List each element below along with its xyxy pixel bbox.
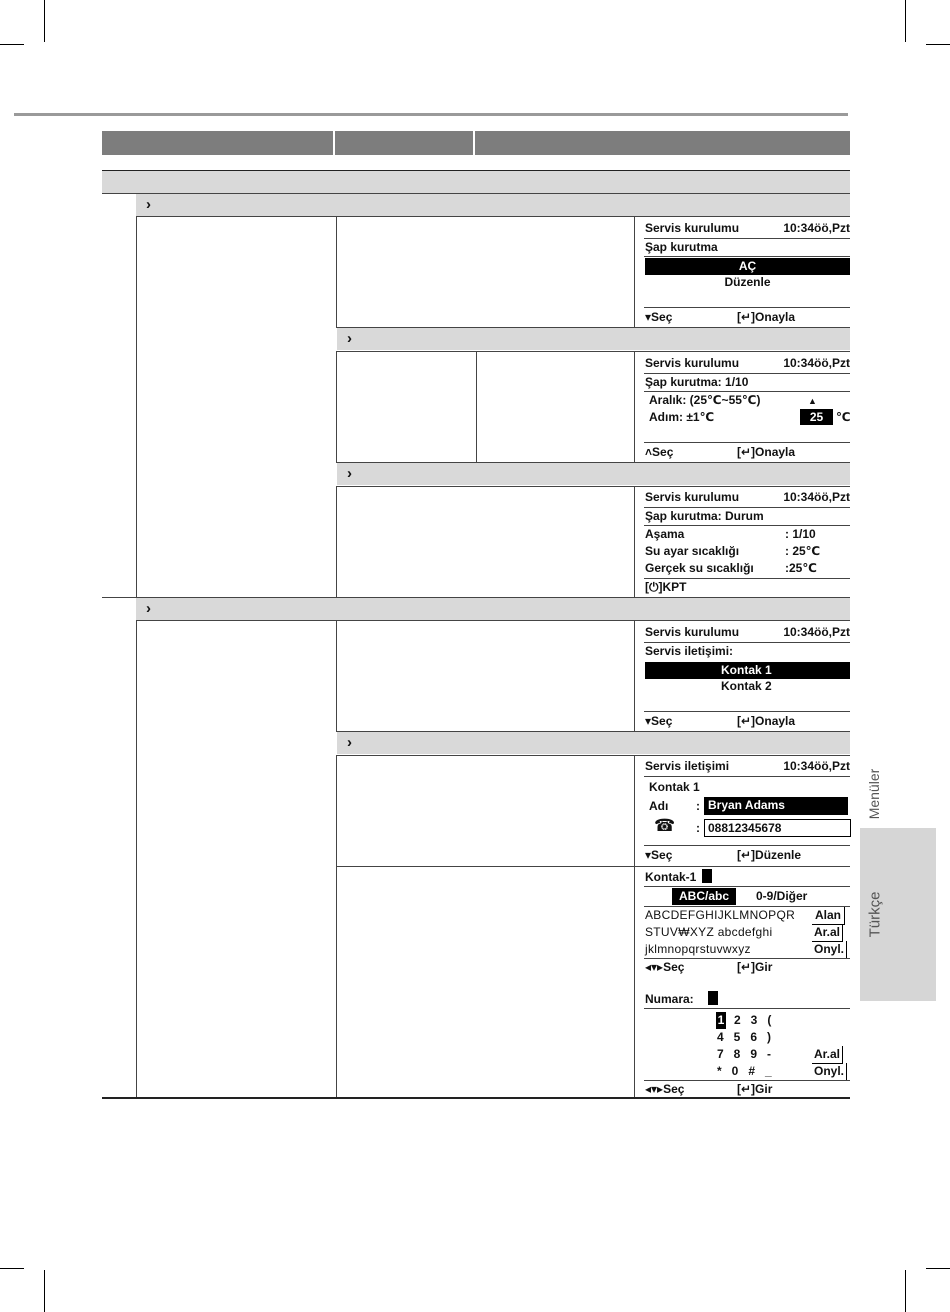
table-rule <box>337 351 850 352</box>
col-divider <box>476 351 477 463</box>
colon: : <box>696 799 700 813</box>
footer-confirm: [↵]Onayla <box>737 714 796 728</box>
confirm-button[interactable]: Onyl. <box>812 941 847 959</box>
chevron-right-icon: › <box>347 330 352 347</box>
up-arrow-icon: ˄ <box>645 445 653 459</box>
numpad-row-3[interactable]: 7 8 9 - <box>717 1047 772 1061</box>
screen-title: Servis kurulumu <box>645 625 740 639</box>
screen-title: Kontak-1 <box>645 870 697 884</box>
backspace-button[interactable]: Ar.al <box>812 924 843 942</box>
range-text: Aralık: (25℃~55℃) <box>649 393 761 407</box>
lcd-screen-number-pad <box>644 991 850 1097</box>
screen-time: 10:34öö,Pzt <box>783 759 850 773</box>
screen-title: Servis kurulumu <box>645 490 740 504</box>
crop-mark <box>0 1268 24 1269</box>
option-contact-1[interactable]: Kontak 1 <box>645 662 850 679</box>
chevron-right-icon: › <box>146 196 151 213</box>
name-label: Adı <box>649 799 669 813</box>
option-edit[interactable]: Düzenle <box>724 275 771 289</box>
phone-field[interactable]: 08812345678 <box>704 819 851 837</box>
lcd-screen-screed-status <box>644 489 850 597</box>
down-arrow-icon: ▾ <box>645 714 652 728</box>
nested-row <box>337 463 850 485</box>
down-arrow-icon: ▾ <box>645 310 652 324</box>
contact-heading: Kontak 1 <box>649 780 700 794</box>
key-selected[interactable]: 1 <box>717 1013 725 1027</box>
col-divider <box>634 755 635 1097</box>
section-row <box>102 171 850 193</box>
chevron-right-icon: › <box>146 600 151 617</box>
table-rule <box>136 216 850 217</box>
chevron-right-icon: › <box>347 465 352 482</box>
set-temp-value: : 25℃ <box>785 544 821 558</box>
footer-edit: [↵]Düzenle <box>737 848 802 862</box>
numpad-row-4[interactable]: * 0 # _ <box>717 1064 772 1078</box>
tab-numbers[interactable]: 0-9/Diğer <box>756 889 808 903</box>
table-rule <box>337 866 850 867</box>
nested-row <box>337 732 850 754</box>
footer-select: Seç <box>652 445 674 459</box>
table-header-col1 <box>102 131 333 155</box>
footer-enter: [↵]Gir <box>737 960 773 974</box>
crop-mark <box>0 44 24 45</box>
down-arrow-icon: ▾ <box>645 848 652 862</box>
screen-title: Numara: <box>645 992 694 1006</box>
text-cursor <box>702 869 712 883</box>
language-label: Türkçe <box>866 891 884 938</box>
screen-time: 10:34öö,Pzt <box>783 625 850 639</box>
footer-select: Seç <box>663 960 685 974</box>
confirm-button[interactable]: Onyl. <box>812 1063 847 1081</box>
screen-title: Servis iletişimi <box>645 759 730 773</box>
col-divider <box>136 620 137 1097</box>
keyboard-row-2[interactable]: STUV₩XYZ abcdefghi <box>645 925 773 939</box>
name-field[interactable]: Bryan Adams <box>704 797 848 815</box>
screen-subtitle: Şap kurutma: 1/10 <box>645 375 749 389</box>
col-divider <box>336 620 337 732</box>
lcd-screen-screed-step <box>644 355 850 463</box>
keyboard-row-3[interactable]: jklmnopqrstuvwxyz <box>645 942 751 956</box>
top-rule <box>14 113 848 116</box>
backspace-button[interactable]: Ar.al <box>812 1046 843 1064</box>
crop-mark <box>905 1270 906 1312</box>
col-divider <box>634 216 635 328</box>
colon: : <box>696 821 700 835</box>
table-header-col3 <box>475 131 850 155</box>
col-divider <box>336 486 337 598</box>
lcd-screen-service-contact <box>644 624 850 732</box>
screen-title: Servis kurulumu <box>645 356 740 370</box>
lcd-screen-contact-detail <box>644 758 850 866</box>
nested-row <box>337 328 850 350</box>
col-divider <box>634 486 635 598</box>
stage-label: Aşama <box>645 527 685 541</box>
arrows-icon: ◂▾▸ <box>645 960 664 974</box>
up-arrow-icon[interactable]: ▲ <box>808 396 817 406</box>
crop-mark <box>44 1270 45 1312</box>
screen-time: 10:34öö,Pzt <box>783 490 850 504</box>
table-rule <box>337 755 850 756</box>
option-contact-2[interactable]: Kontak 2 <box>721 679 772 693</box>
col-divider <box>336 216 337 328</box>
phone-icon: ☎ <box>654 816 676 835</box>
chevron-right-icon: › <box>347 734 352 751</box>
screen-subtitle: Şap kurutma <box>645 240 718 254</box>
temperature-value[interactable]: 25 <box>800 409 833 425</box>
numpad-row-2[interactable]: 4 5 6 ) <box>717 1030 772 1044</box>
crop-mark <box>44 0 45 42</box>
col-divider <box>634 620 635 732</box>
footer-off: KPT <box>662 580 687 594</box>
space-button[interactable]: Alan <box>812 907 845 925</box>
col-divider <box>336 351 337 463</box>
step-text: Adım: ±1℃ <box>649 410 715 424</box>
footer-select: Seç <box>651 714 673 728</box>
screen-time: 10:34öö,Pzt <box>783 356 850 370</box>
footer-enter: [↵]Gir <box>737 1082 773 1096</box>
lcd-screen-keyboard <box>644 869 850 979</box>
col-divider <box>336 755 337 1097</box>
table-rule <box>136 620 850 621</box>
footer-select: Seç <box>663 1082 685 1096</box>
option-selected[interactable]: AÇ <box>645 258 850 275</box>
col-divider <box>634 351 635 463</box>
category-label: Menüler <box>866 768 882 820</box>
temperature-unit: ℃ <box>836 410 851 424</box>
subsection-row-2 <box>136 598 850 620</box>
footer-confirm: [↵]Onayla <box>737 445 796 459</box>
text-cursor <box>708 991 718 1005</box>
numpad-row-1[interactable]: 2 3 ( <box>734 1013 772 1027</box>
arrows-icon: ◂▾▸ <box>645 1082 664 1096</box>
stage-value: : 1/10 <box>785 527 816 541</box>
actual-temp-label: Gerçek su sıcaklığı <box>645 561 754 575</box>
footer-confirm: [↵]Onayla <box>737 310 796 324</box>
col-divider <box>136 216 137 597</box>
footer-select: Seç <box>651 310 673 324</box>
screen-time: 10:34öö,Pzt <box>783 221 850 235</box>
set-temp-label: Su ayar sıcaklığı <box>645 544 740 558</box>
footer-select: Seç <box>651 848 673 862</box>
crop-mark <box>905 0 906 42</box>
screen-subtitle: Şap kurutma: Durum <box>645 509 764 523</box>
tab-letters[interactable]: ABC/abc <box>672 888 736 905</box>
lcd-screen-screed-drying <box>644 220 850 328</box>
actual-temp-value: :25℃ <box>785 561 817 575</box>
crop-mark <box>926 1268 950 1269</box>
screen-title: Servis kurulumu <box>645 221 740 235</box>
keyboard-row-1[interactable]: ABCDEFGHIJKLMNOPQR <box>645 908 796 922</box>
subsection-row-1 <box>136 194 850 216</box>
screen-subtitle: Servis iletişimi: <box>645 644 734 658</box>
power-icon[interactable]: [⏻] <box>645 580 663 594</box>
crop-mark <box>926 44 950 45</box>
table-header-col2 <box>335 131 473 155</box>
table-rule <box>337 486 850 487</box>
